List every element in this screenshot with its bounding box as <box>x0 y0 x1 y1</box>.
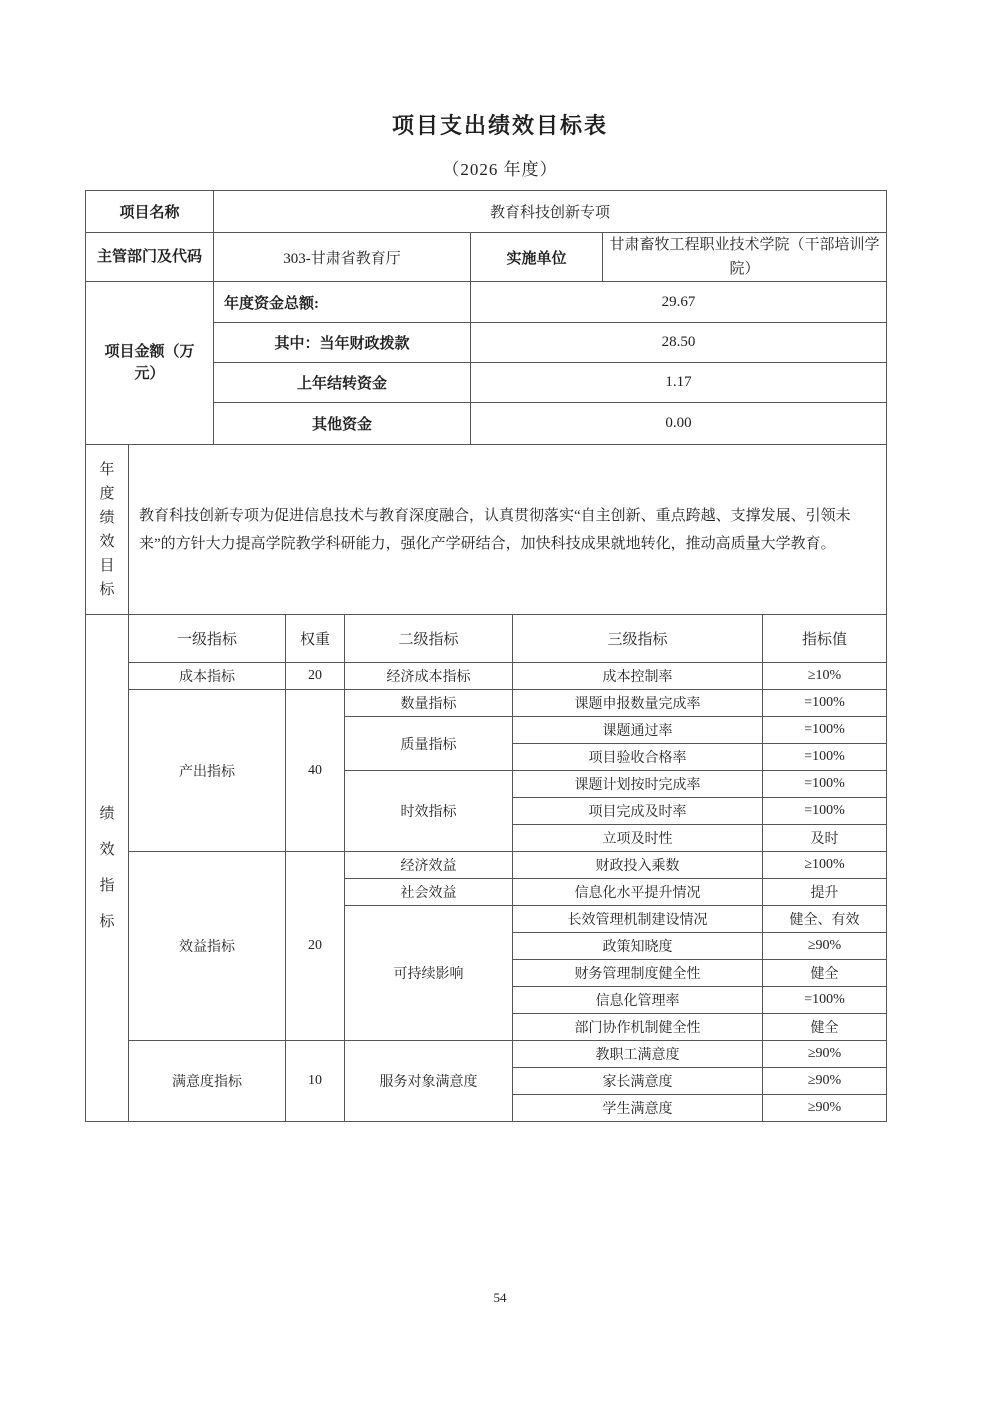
page-number: 54 <box>493 1290 507 1305</box>
annual-target-table <box>85 444 887 615</box>
amount-other-label: 其他资金 <box>214 403 471 445</box>
weight-cell: 10 <box>286 1041 345 1122</box>
level3-cell: 财务管理制度健全性 <box>513 960 763 987</box>
level3-cell: 项目验收合格率 <box>513 744 763 771</box>
value-cell: ≥10% <box>763 663 887 690</box>
unit-name-value: 甘肃畜牧工程职业技术学院（干部培训学院） <box>603 233 887 282</box>
level2-cell: 经济效益 <box>345 852 513 879</box>
level1-cell: 满意度指标 <box>129 1041 286 1122</box>
level3-cell: 立项及时性 <box>513 825 763 852</box>
level3-cell: 项目完成及时率 <box>513 798 763 825</box>
header-weight: 权重 <box>286 615 345 663</box>
dept-code-value: 303-甘肃省教育厅 <box>214 233 471 282</box>
amount-carryover-value: 1.17 <box>471 363 887 403</box>
value-cell: =100% <box>763 717 887 744</box>
project-name-label: 项目名称 <box>86 191 214 233</box>
weight-cell: 20 <box>286 852 345 1041</box>
level3-cell: 部门协作机制健全性 <box>513 1014 763 1041</box>
weight-cell: 40 <box>286 690 345 852</box>
value-cell: 健全 <box>763 960 887 987</box>
level2-cell: 服务对象满意度 <box>345 1041 513 1122</box>
amount-total-label: 年度资金总额: <box>214 282 471 323</box>
amount-row <box>86 282 887 323</box>
level3-cell: 政策知晓度 <box>513 933 763 960</box>
amount-total-value: 29.67 <box>471 282 887 323</box>
amount-fiscal-value: 28.50 <box>471 323 887 363</box>
value-cell: 及时 <box>763 825 887 852</box>
dept-label: 主管部门及代码 <box>86 233 214 282</box>
amount-fiscal-label: 其中：当年财政拨款 <box>214 323 471 363</box>
value-cell: 健全、有效 <box>763 906 887 933</box>
header-level1: 一级指标 <box>129 615 286 663</box>
level3-cell: 财政投入乘数 <box>513 852 763 879</box>
level2-cell: 数量指标 <box>345 690 513 717</box>
annual-target-vertical-label <box>86 445 129 615</box>
dept-unit-row <box>86 233 887 282</box>
project-name-row <box>86 191 887 233</box>
amount-label: 项目金额（万元） <box>86 282 214 445</box>
indicators-label-text: 绩效指标 <box>99 806 115 930</box>
indicator-row <box>86 663 887 690</box>
indicators-vertical-label <box>86 615 129 1122</box>
value-cell: 提升 <box>763 879 887 906</box>
header-level3: 三级指标 <box>513 615 763 663</box>
value-cell: =100% <box>763 771 887 798</box>
level3-cell: 信息化管理率 <box>513 987 763 1014</box>
level3-cell: 教职工满意度 <box>513 1041 763 1068</box>
value-cell: =100% <box>763 744 887 771</box>
level3-cell: 家长满意度 <box>513 1068 763 1095</box>
level3-cell: 课题通过率 <box>513 717 763 744</box>
level3-cell: 长效管理机制建设情况 <box>513 906 763 933</box>
level3-cell: 信息化水平提升情况 <box>513 879 763 906</box>
header-level2: 二级指标 <box>345 615 513 663</box>
indicators-header-row <box>86 615 887 663</box>
level3-cell: 课题申报数量完成率 <box>513 690 763 717</box>
annual-target-text: 教育科技创新专项为促进信息技术与教育深度融合，认真贯彻落实“自主创新、重点跨越、支撑发展、引领未来”的方针大力提高学院教学科研能力，强化产学研结合，加快科技成果就地转化，推动高质量大学教育。 <box>129 445 887 615</box>
value-cell: 健全 <box>763 1014 887 1041</box>
level1-cell: 效益指标 <box>129 852 286 1041</box>
level3-cell: 学生满意度 <box>513 1095 763 1122</box>
weight-cell: 20 <box>286 663 345 690</box>
indicator-row <box>86 1041 887 1068</box>
indicators-table <box>85 614 887 1122</box>
amount-other-value: 0.00 <box>471 403 887 445</box>
value-cell: =100% <box>763 798 887 825</box>
level2-cell: 可持续影响 <box>345 906 513 1041</box>
level2-cell: 时效指标 <box>345 771 513 852</box>
level2-cell: 社会效益 <box>345 879 513 906</box>
level1-cell: 产出指标 <box>129 690 286 852</box>
page-subtitle: （2026 年度） <box>442 160 558 179</box>
value-cell: ≥90% <box>763 1095 887 1122</box>
level1-cell: 成本指标 <box>129 663 286 690</box>
page-title: 项目支出绩效目标表 <box>391 113 608 138</box>
indicator-row <box>86 690 887 717</box>
value-cell: ≥90% <box>763 1068 887 1095</box>
value-cell: =100% <box>763 690 887 717</box>
value-cell: ≥90% <box>763 1041 887 1068</box>
header-value: 指标值 <box>763 615 887 663</box>
unit-label: 实施单位 <box>471 233 603 282</box>
value-cell: ≥90% <box>763 933 887 960</box>
indicator-row <box>86 852 887 879</box>
project-name-value: 教育科技创新专项 <box>214 191 887 233</box>
value-cell: =100% <box>763 987 887 1014</box>
level3-cell: 课题计划按时完成率 <box>513 771 763 798</box>
level3-cell: 成本控制率 <box>513 663 763 690</box>
project-info-table <box>85 190 887 445</box>
annual-target-row <box>86 445 887 615</box>
value-cell: ≥100% <box>763 852 887 879</box>
amount-carryover-label: 上年结转资金 <box>214 363 471 403</box>
level2-cell: 质量指标 <box>345 717 513 771</box>
level2-cell: 经济成本指标 <box>345 663 513 690</box>
annual-target-label-text: 年度绩效目标 <box>99 461 115 598</box>
